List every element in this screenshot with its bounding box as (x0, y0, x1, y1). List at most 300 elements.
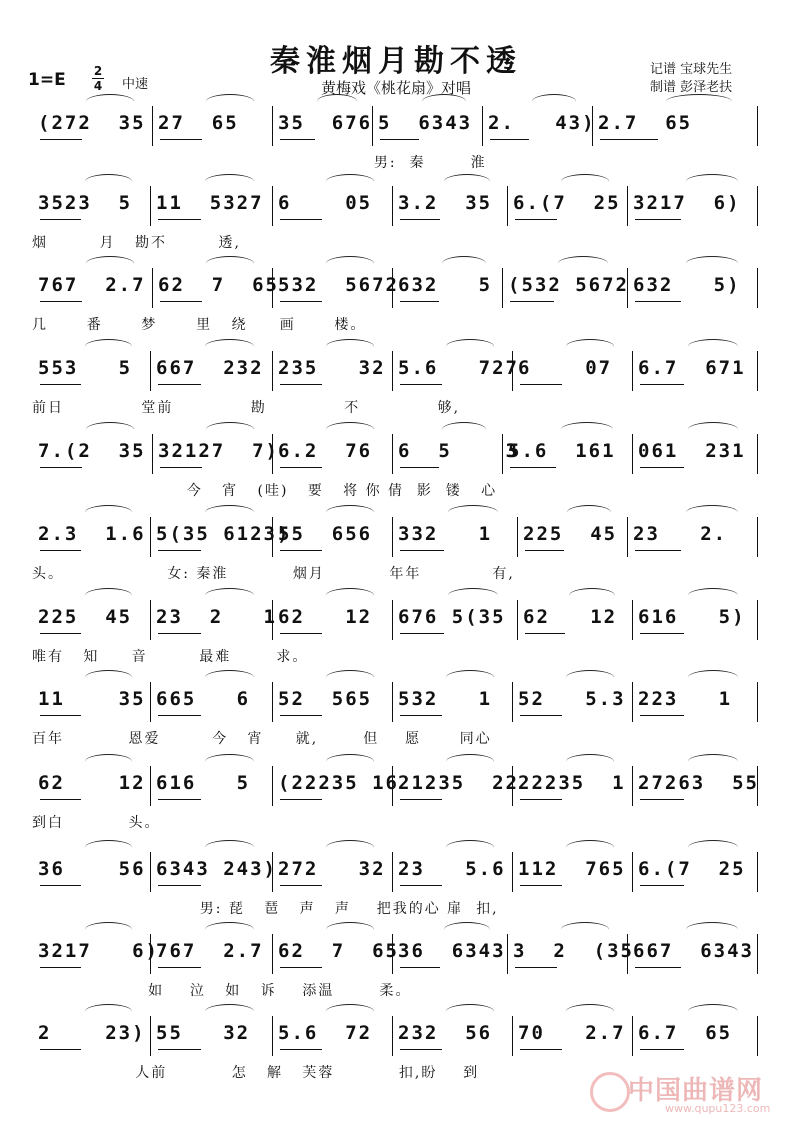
beam-underline (520, 715, 562, 716)
slur-mark (686, 256, 738, 271)
beam-underline (160, 139, 202, 140)
slur-mark (688, 339, 738, 354)
beam-underline (280, 467, 322, 468)
measure-notes: 3217 6) (633, 192, 741, 214)
measure-notes: 225 45 (523, 523, 618, 545)
beam-underline (40, 550, 81, 551)
slur-mark (444, 922, 490, 937)
measure-notes: 11 5327 (156, 192, 264, 214)
measure-notes: 5(35 6123) (156, 523, 291, 545)
beam-underline (280, 633, 322, 634)
beam-underline (400, 550, 444, 551)
bar-line (150, 600, 151, 640)
beam-underline (280, 139, 315, 140)
beam-underline (160, 301, 202, 302)
beam-underline (280, 885, 322, 886)
slur-mark (86, 94, 134, 109)
beam-underline (40, 301, 82, 302)
slur-mark (85, 922, 132, 937)
beam-underline (158, 967, 201, 968)
beam-underline (280, 219, 322, 220)
bar-line (632, 1016, 633, 1056)
measure-notes: 3523 5 (38, 192, 133, 214)
bar-line (757, 600, 758, 640)
bar-line (392, 934, 393, 974)
staff-row (32, 606, 757, 692)
slur-mark (326, 256, 374, 271)
time-signature-top: 2 (93, 64, 103, 78)
beam-underline (158, 715, 201, 716)
measure-notes: 665 6 (156, 688, 251, 710)
beam-underline (510, 301, 554, 302)
bar-line (272, 934, 273, 974)
measure-notes: 6.(7 25 (638, 858, 746, 880)
beam-underline (520, 799, 562, 800)
bar-line (592, 106, 593, 146)
slur-mark (86, 422, 134, 437)
bar-line (502, 434, 503, 474)
slur-mark (205, 754, 254, 769)
bar-line (392, 852, 393, 892)
beam-underline (40, 219, 81, 220)
beam-underline (600, 139, 658, 140)
measure-notes: 23 2. (633, 523, 728, 545)
beam-underline (400, 799, 442, 800)
bar-line (507, 186, 508, 226)
staff-row (32, 112, 757, 198)
beam-underline (158, 384, 201, 385)
bar-line (150, 766, 151, 806)
slur-mark (205, 922, 254, 937)
slur-mark (85, 754, 132, 769)
bar-line (392, 1016, 393, 1056)
lyric-line: 唯有 知 音 最难 求。 (32, 649, 309, 665)
bar-line (512, 852, 513, 892)
bar-line (152, 106, 153, 146)
measure-notes: 6 05 (278, 192, 373, 214)
measure-notes: 3.2 35 (398, 192, 493, 214)
staff-row (32, 523, 757, 609)
bar-line (150, 1016, 151, 1056)
beam-underline (40, 139, 82, 140)
bar-line (632, 766, 633, 806)
bar-line (632, 852, 633, 892)
bar-line (152, 434, 153, 474)
slur-mark (326, 922, 374, 937)
slur-mark (205, 1004, 254, 1019)
beam-underline (400, 301, 439, 302)
site-watermark (590, 1068, 790, 1118)
beam-underline (400, 467, 439, 468)
transcriber-credit: 记谱 宝球先生 (650, 62, 733, 77)
bar-line (482, 106, 483, 146)
measure-notes: (532 5672 (508, 274, 629, 296)
beam-underline (400, 384, 442, 385)
bar-line (392, 186, 393, 226)
slur-mark (448, 588, 498, 603)
watermark-url: www.qupu123.com (665, 1102, 771, 1115)
measure-notes: 667 6343 (633, 940, 754, 962)
bar-line (512, 766, 513, 806)
slur-mark (558, 256, 608, 271)
bar-line (272, 351, 273, 391)
bar-line (150, 517, 151, 557)
song-subtitle: 黄梅戏《桃花扇》对唱 (320, 79, 471, 97)
bar-line (632, 682, 633, 722)
slur-mark (326, 505, 374, 520)
bar-line (392, 517, 393, 557)
measure-notes: 667 232 (156, 357, 264, 379)
beam-underline (520, 384, 562, 385)
beam-underline (520, 1049, 562, 1050)
bar-line (392, 351, 393, 391)
bar-line (150, 682, 151, 722)
beam-underline (40, 799, 81, 800)
measure-notes: 27 65 (158, 112, 239, 134)
slur-mark (448, 505, 498, 520)
measure-notes: 23 5.6 (398, 858, 506, 880)
bar-line (392, 682, 393, 722)
beam-underline (40, 467, 82, 468)
bar-line (627, 517, 628, 557)
staff-row (32, 357, 757, 443)
measure-notes: 2. 43) (488, 112, 596, 134)
lyric-line: 百年 恩爱 今 宵 就, 但 愿 同心 (32, 731, 492, 747)
beam-underline (640, 1049, 684, 1050)
measure-notes: 676 5(35 (398, 606, 506, 628)
beam-underline (40, 1049, 81, 1050)
slur-mark (205, 339, 254, 354)
bar-line (757, 517, 758, 557)
bar-line (757, 351, 758, 391)
beam-underline (515, 967, 557, 968)
measure-notes: 553 5 (38, 357, 133, 379)
bar-line (502, 268, 503, 308)
measure-notes: 32127 7) (158, 440, 279, 462)
beam-underline (280, 384, 322, 385)
bar-line (512, 682, 513, 722)
measure-notes: 22235 1 (518, 772, 626, 794)
lyric-line: 几 番 梦 里 绕 画 楼。 (32, 317, 367, 333)
slur-mark (686, 922, 738, 937)
slur-mark (446, 840, 494, 855)
bar-line (757, 1016, 758, 1056)
measure-notes: 62 7 65 (278, 940, 399, 962)
slur-mark (85, 1004, 132, 1019)
beam-underline (400, 219, 440, 220)
slur-mark (561, 922, 609, 937)
beam-underline (400, 715, 442, 716)
measure-notes: 62 7 65 (158, 274, 279, 296)
bar-line (152, 268, 153, 308)
measure-notes: 36 6343 (398, 940, 506, 962)
beam-underline (40, 633, 81, 634)
beam-underline (400, 967, 440, 968)
measure-notes: 62 12 (523, 606, 618, 628)
measure-notes: 55 656 (278, 523, 373, 545)
beam-underline (520, 885, 562, 886)
measure-notes: 35 676 (278, 112, 373, 134)
measure-notes: 6 5 3 (398, 440, 519, 462)
slur-mark (206, 94, 254, 109)
slur-mark (205, 588, 254, 603)
slur-mark (85, 505, 132, 520)
bar-line (372, 106, 373, 146)
measure-notes: (22235 16 (278, 772, 399, 794)
bar-line (757, 106, 758, 146)
bar-line (757, 852, 758, 892)
beam-underline (490, 139, 529, 140)
staff-row (32, 940, 757, 1026)
time-signature-bottom: 4 (93, 79, 103, 93)
slur-mark (561, 174, 609, 189)
measure-notes: 3217 6) (38, 940, 159, 962)
measure-notes: 2.7 65 (598, 112, 693, 134)
slur-mark (442, 256, 486, 271)
measure-notes: 767 2.7 (38, 274, 146, 296)
slur-mark (566, 670, 614, 685)
bar-line (757, 766, 758, 806)
slur-mark (86, 256, 134, 271)
slur-mark (205, 840, 254, 855)
bar-line (272, 1016, 273, 1056)
staff-row (32, 192, 757, 278)
slur-mark (446, 670, 494, 685)
bar-line (150, 351, 151, 391)
bar-line (757, 434, 758, 474)
measure-notes: 6.7 671 (638, 357, 746, 379)
measure-notes: 235 32 (278, 357, 386, 379)
beam-underline (160, 467, 202, 468)
song-title: 秦淮烟月勘不透 (270, 44, 522, 79)
slur-mark (326, 754, 374, 769)
measure-notes: 225 45 (38, 606, 133, 628)
bar-line (272, 106, 273, 146)
beam-underline (400, 885, 442, 886)
slur-mark (85, 840, 132, 855)
slur-mark (85, 588, 132, 603)
measure-notes: 6343 243) (156, 858, 277, 880)
measure-notes: 6.(7 25 (513, 192, 621, 214)
measure-notes: 55 32 (156, 1022, 251, 1044)
bar-line (272, 600, 273, 640)
slur-mark (666, 94, 732, 109)
slur-mark (566, 754, 614, 769)
measure-notes: 52 565 (278, 688, 373, 710)
lyric-line: 人前 怎 解 芙蓉 扣,盼 到 (32, 1065, 480, 1081)
bar-line (512, 351, 513, 391)
slur-mark (688, 1004, 738, 1019)
measure-notes: 632 5 (398, 274, 493, 296)
slur-mark (532, 94, 576, 109)
bar-line (272, 517, 273, 557)
measure-notes: 3 2 (35 (513, 940, 634, 962)
measure-notes: 532 5672 (278, 274, 399, 296)
bar-line (272, 186, 273, 226)
bar-line (632, 351, 633, 391)
slur-mark (206, 256, 254, 271)
arranger-credit: 制谱 彭泽老扶 (650, 80, 733, 95)
beam-underline (158, 799, 201, 800)
bar-line (392, 600, 393, 640)
slur-mark (686, 174, 738, 189)
measure-notes: 2.3 1.6 (38, 523, 146, 545)
measure-notes: 767 2.7 (156, 940, 264, 962)
slur-mark (442, 422, 486, 437)
measure-notes: 2 23) (38, 1022, 146, 1044)
beam-underline (635, 967, 681, 968)
measure-notes: 52 5.3 (518, 688, 626, 710)
slur-mark (205, 505, 254, 520)
measure-notes: 27263 55 (638, 772, 759, 794)
staff-row (32, 440, 757, 526)
beam-underline (640, 885, 684, 886)
beam-underline (510, 467, 556, 468)
slur-mark (206, 422, 254, 437)
slur-mark (561, 422, 613, 437)
measure-notes: 5.6 161 (508, 440, 616, 462)
slur-mark (85, 670, 132, 685)
slur-mark (326, 1004, 374, 1019)
staff-row (32, 688, 757, 774)
beam-underline (640, 384, 684, 385)
bar-line (757, 186, 758, 226)
measure-notes: 6.2 76 (278, 440, 373, 462)
slur-mark (85, 339, 132, 354)
beam-underline (635, 301, 681, 302)
lyric-line: 到白 头。 (32, 815, 161, 831)
slur-mark (566, 1004, 614, 1019)
measure-notes: 62 12 (38, 772, 146, 794)
beam-underline (280, 967, 322, 968)
beam-underline (380, 139, 419, 140)
slur-mark (422, 94, 466, 109)
measure-notes: 36 56 (38, 858, 146, 880)
beam-underline (158, 885, 201, 886)
slur-mark (446, 1004, 494, 1019)
bar-line (150, 934, 151, 974)
beam-underline (515, 219, 557, 220)
bar-line (150, 852, 151, 892)
measure-notes: 5 6343 (378, 112, 473, 134)
measure-notes: 272 32 (278, 858, 386, 880)
beam-underline (40, 885, 81, 886)
beam-underline (40, 384, 81, 385)
bar-line (757, 934, 758, 974)
bar-line (272, 852, 273, 892)
measure-notes: 112 765 (518, 858, 626, 880)
bar-line (517, 600, 518, 640)
bar-line (392, 434, 393, 474)
slur-mark (688, 754, 738, 769)
slur-mark (566, 840, 614, 855)
slur-mark (446, 754, 494, 769)
bar-line (632, 434, 633, 474)
slur-mark (567, 505, 611, 520)
measure-notes: 6.7 65 (638, 1022, 733, 1044)
slur-mark (205, 670, 254, 685)
slur-mark (326, 588, 374, 603)
bar-line (392, 766, 393, 806)
beam-underline (640, 633, 684, 634)
beam-underline (158, 550, 201, 551)
watermark-site-name: 中国曲谱网 (628, 1076, 764, 1106)
slur-mark (444, 174, 490, 189)
slur-mark (326, 339, 374, 354)
bar-line (627, 268, 628, 308)
measure-notes: 21235 22 (398, 772, 519, 794)
beam-underline (525, 550, 564, 551)
beam-underline (635, 219, 681, 220)
beam-underline (40, 967, 81, 968)
beam-underline (400, 633, 444, 634)
bar-line (512, 1016, 513, 1056)
beam-underline (640, 799, 684, 800)
bar-line (517, 517, 518, 557)
slur-mark (85, 174, 132, 189)
slur-mark (566, 339, 614, 354)
bar-line (272, 268, 273, 308)
lyric-line: 今 宵 (哇) 要 将 你 倩 影 镂 心 (32, 483, 498, 499)
slur-mark (688, 840, 738, 855)
slur-mark (686, 505, 738, 520)
lyric-line: 前日 堂前 勘 不 够, (32, 400, 461, 416)
tempo-marking: 中速 (122, 77, 149, 92)
measure-notes: 5.6 727 (398, 357, 519, 379)
beam-underline (40, 715, 81, 716)
slur-mark (326, 670, 374, 685)
key-signature: 1=E (28, 70, 66, 90)
slur-mark (688, 670, 738, 685)
lyric-line: 头。 女: 秦淮 烟月 年年 有, (32, 566, 515, 582)
measure-notes: 70 2.7 (518, 1022, 626, 1044)
bar-line (632, 600, 633, 640)
measure-notes: 616 5) (638, 606, 746, 628)
beam-underline (280, 799, 322, 800)
beam-underline (640, 715, 684, 716)
bar-line (150, 186, 151, 226)
measure-notes: 632 5) (633, 274, 741, 296)
lyric-line: 烟 月 勘不 透, (32, 235, 242, 251)
measure-notes: 232 56 (398, 1022, 493, 1044)
slur-mark (326, 840, 374, 855)
beam-underline (280, 1049, 322, 1050)
slur-mark (446, 339, 494, 354)
measure-notes: 11 35 (38, 688, 146, 710)
bar-line (757, 682, 758, 722)
measure-notes: 532 1 (398, 688, 493, 710)
measure-notes: 332 1 (398, 523, 493, 545)
bar-line (627, 934, 628, 974)
staff-row (32, 274, 757, 360)
beam-underline (280, 550, 322, 551)
measure-notes: 061 231 (638, 440, 746, 462)
measure-notes: 5.6 72 (278, 1022, 373, 1044)
bar-line (757, 268, 758, 308)
measure-notes: 223 1 (638, 688, 733, 710)
lyric-line: 如 泣 如 诉 添温 柔。 (32, 983, 412, 999)
measure-notes: 62 12 (278, 606, 373, 628)
slur-mark (317, 94, 357, 109)
measure-notes: 616 5 (156, 772, 251, 794)
time-signature (92, 64, 104, 93)
staff-row (32, 772, 757, 858)
slur-mark (205, 174, 254, 189)
slur-mark (688, 588, 738, 603)
lyric-line: 男: 琵 琶 声 声 把我的心 扉 扣, (32, 901, 499, 917)
beam-underline (525, 633, 565, 634)
beam-underline (280, 301, 322, 302)
